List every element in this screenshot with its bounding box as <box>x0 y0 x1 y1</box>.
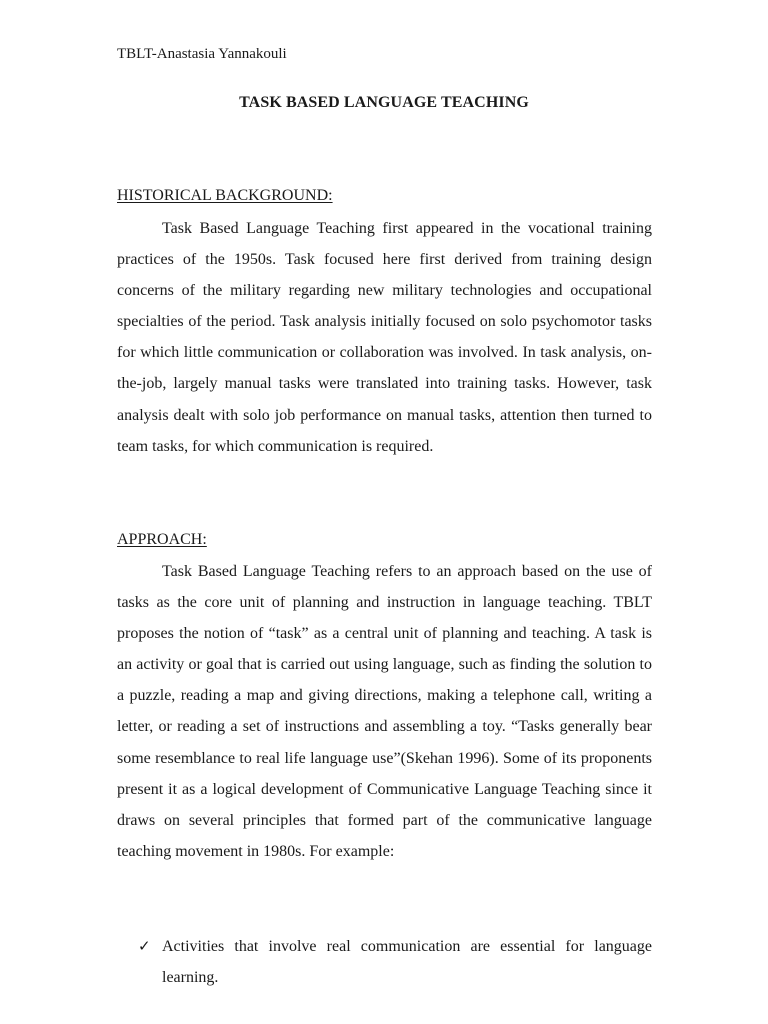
approach-heading: APPROACH: <box>117 531 207 548</box>
example-list <box>117 931 652 993</box>
historical-background-heading: HISTORICAL BACKGROUND: <box>117 187 333 204</box>
list-item <box>117 931 652 993</box>
checkmark-icon: ✓ <box>138 937 151 955</box>
approach-paragraph: Task Based Language Teaching refers to an approach based on the use of tasks as the core unit of planning and instruction in language teaching. TBLT proposes the notion of “task” as a central unit of planning and teaching. A task is an activity or goal that is carried out using language, such as finding the solution to a puzzle, reading a map and giving directions, making a telephone call, writing a letter, or reading a set of instructions and assembling a toy. “Tasks generally bear some resemblance to real life language use”(Skehan 1996). Some of its proponents present it as a logical development of Communicative Language Teaching since it draws on several principles that formed part of the communicative language teaching movement in 1980s. For example: <box>117 563 652 860</box>
running-header: TBLT-Anastasia Yannakouli <box>117 46 287 62</box>
list-item-text: Activities that involve real communication are essential for language learning. <box>162 938 652 987</box>
document-title: TASK BASED LANGUAGE TEACHING <box>239 94 529 111</box>
historical-background-paragraph: Task Based Language Teaching first appeared in the vocational training practices of the 1950s. Task focused here first derived from training design concerns of the military regarding new military technologies and occupational specialties of the period. Task analysis initially focused on solo psychomotor tasks for which little communication or collaboration was involved. In task analysis, on-the-job, largely manual tasks were translated into training tasks. However, task analysis dealt with solo job performance on manual tasks, attention then turned to team tasks, for which communication is required. <box>117 220 652 455</box>
